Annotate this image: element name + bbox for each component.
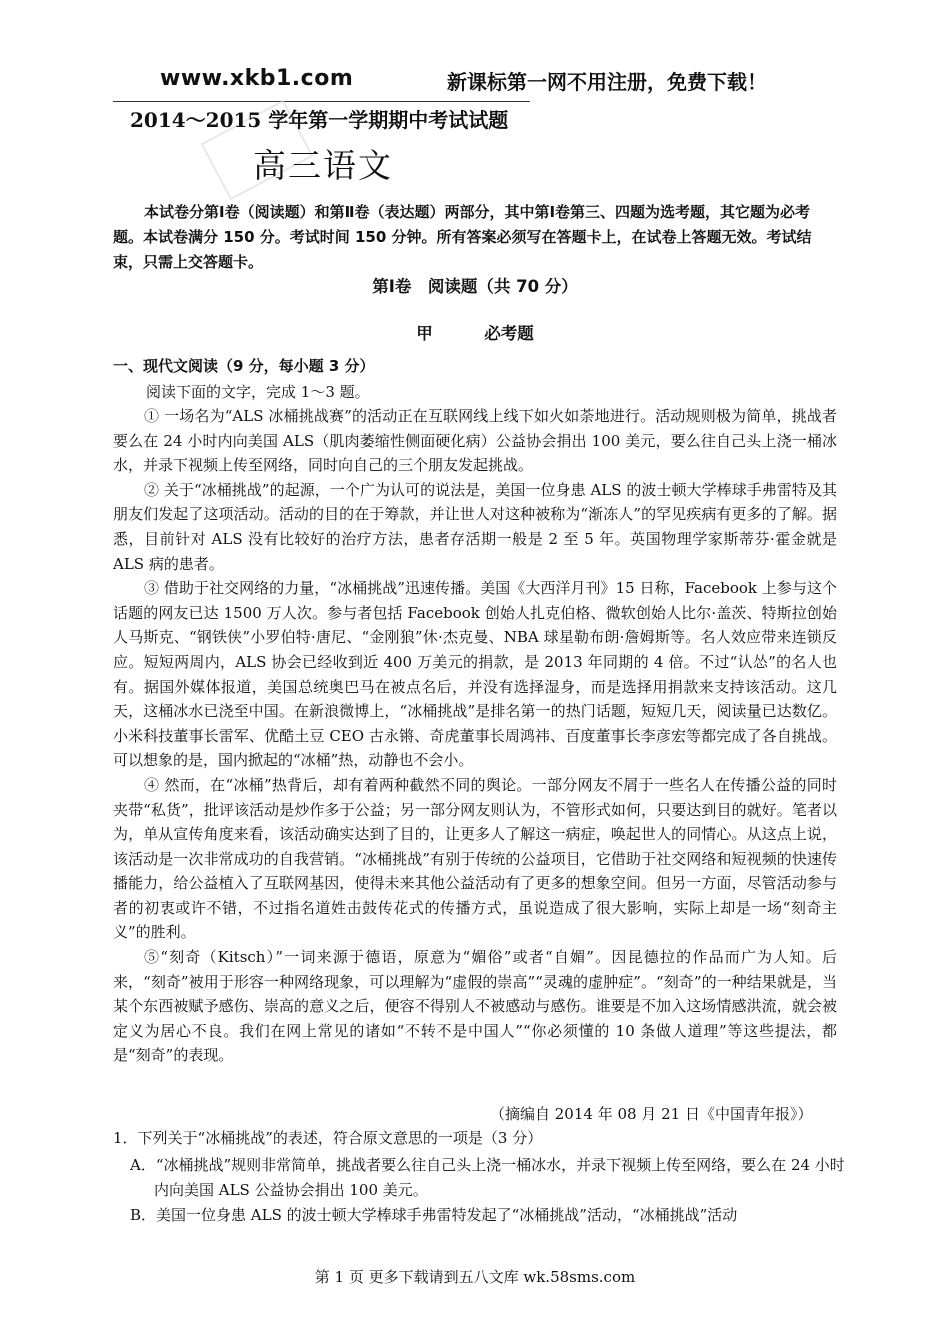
exam-intro: 本试卷分第Ⅰ卷（阅读题）和第Ⅱ卷（表达题）两部分，其中第Ⅰ卷第三、四题为选考题，其它题为必考题。本试卷满分 150 分。考试时间 150 分钟。所有答案必须写在答题卡上，在试卷上答题无效。考试结束，只需上交答题卡。 [113, 203, 812, 271]
reading-instruction: 阅读下面的文字，完成 1～3 题。 [146, 383, 370, 401]
page-footer: 第 1 页 更多下载请到五八文库 wk.58sms.com [314, 1268, 636, 1286]
reading-passage [113, 404, 837, 1068]
site-url: www.xkb1.com [160, 66, 354, 91]
question-group-heading: 一、现代文阅读（9 分，每小题 3 分） [113, 357, 375, 375]
question-1-stem: 1．下列关于“冰桶挑战”的表述，符合原文意思的一项是（3 分） [113, 1129, 543, 1147]
part-heading-left: 甲 [416, 324, 433, 343]
passage-paragraph-4: ④ 然而，在“冰桶”热背后，却有着两种截然不同的舆论。一部分网友不屑于一些名人在传播公益的同时夹带“私货”，批评该活动是炒作多于公益；另一部分网友则认为，不管形式如何，只要达到目的就好。笔者以为，单从宣传角度来看，该活动确实达到了目的，让更多人了解这一病症，唤起世人的同情心。从这点上说，该活动是一次非常成功的自我营销。“冰桶挑战”有别于传统的公益项目，它借助于社交网络和短视频的快速传播能力，给公益植入了互联网基因，使得未来其他公益活动有了更多的想象空间。但另一方面，尽管活动参与者的初衷或许不错，不过指名道姓击鼓传花式的传播方式，虽说造成了很大影响，实际上却是一场“刻奇主义”的胜利。 [113, 775, 837, 942]
part-heading-right: 必考题 [484, 324, 534, 343]
passage-paragraph-2: ② 关于“冰桶挑战”的起源，一个广为认可的说法是，美国一位身患 ALS 的波士顿大学棒球手弗雷特及其朋友们发起了这项活动。活动的目的在于筹款，并让世人对这种被称为“渐冻人”的罕见疾病有更多的了解。据悉，目前针对 ALS 没有比较好的治疗方法，患者存活期一般是 2 至 5 年。英国物理学家斯蒂芬·霍金就是 ALS 病的患者。 [113, 480, 837, 573]
passage-paragraph-1: ① 一场名为“ALS 冰桶挑战赛”的活动正在互联网线上线下如火如荼地进行。活动规则极为简单，挑战者要么在 24 小时内向美国 ALS（肌肉萎缩性侧面硬化病）公益协会捐出 100 美元，要么往自己头上浇一桶冰水，并录下视频上传至网络，同时向自己的三个朋友发起挑战。 [113, 407, 837, 475]
question-1-option-a: A．“冰桶挑战”规则非常简单，挑战者要么往自己头上浇一桶冰水，并录下视频上传至网络，要么在 24 小时内向美国 ALS 公益协会捐出 100 美元。 [130, 1156, 845, 1199]
passage-paragraph-5: ⑤“刻奇（Kitsch）”一词来源于德语，原意为“媚俗”或者“自媚”。因昆德拉的作品而广为人知。后来，“刻奇”被用于形容一种网络现象，可以理解为“虚假的崇高”“灵魂的虚肿症”。“刻奇”的一种结果就是，当某个东西被赋予感伤、崇高的意义之后，便容不得别人不被感动与感伤。谁要是不加入这场情感洪流，就会被定义为居心不良。我们在网上常见的诸如“不转不是中国人”“你必须懂的 10 条做人道理”等这些提法，都是“刻奇”的表现。 [113, 948, 837, 1065]
passage-source: （摘编自 2014 年 08 月 21 日《中国青年报》） [490, 1105, 813, 1123]
header-rule [113, 101, 530, 102]
section-heading: 第Ⅰ卷 阅读题（共 70 分） [372, 277, 578, 296]
part-heading [0, 320, 950, 344]
exam-title: 2014～2015 学年第一学期期中考试试题 [130, 108, 509, 132]
passage-paragraph-3: ③ 借助于社交网络的力量，“冰桶挑战”迅速传播。美国《大西洋月刊》15 日称，Facebook 上参与这个话题的网友已达 1500 万人次。参与者包括 Facebook 创始人扎克伯格、微软创始人比尔·盖茨、特斯拉创始人马斯克、“钢铁侠”小罗伯特·唐尼、“金刚狼”休·杰克曼、NBA 球星勒布朗·詹姆斯等。名人效应带来连锁反应。短短两周内，ALS 协会已经收到近 400 万美元的捐款，是 2013 年同期的 4 倍。不过“认怂”的名人也有。据国外媒体报道，美国总统奥巴马在被点名后，并没有选择湿身，而是选择用捐款来支持该活动。这几天，这桶冰水已浇至中国。在新浪微博上，“冰桶挑战”是排名第一的热门话题，短短几天，阅读量已达数亿。小米科技董事长雷军、优酷土豆 CEO 古永锵、奇虎董事长周鸿祎、百度董事长李彦宏等都完成了各自挑战。可以想象的是，国内掀起的“冰桶”热，动静也不会小。 [113, 579, 837, 770]
question-1-option-b: B．美国一位身患 ALS 的波士顿大学棒球手弗雷特发起了“冰桶挑战”活动，“冰桶挑战”活动 [130, 1206, 738, 1224]
subject-title: 高三语文 [253, 146, 393, 185]
site-slogan: 新课标第一网不用注册，免费下载！ [447, 70, 767, 94]
